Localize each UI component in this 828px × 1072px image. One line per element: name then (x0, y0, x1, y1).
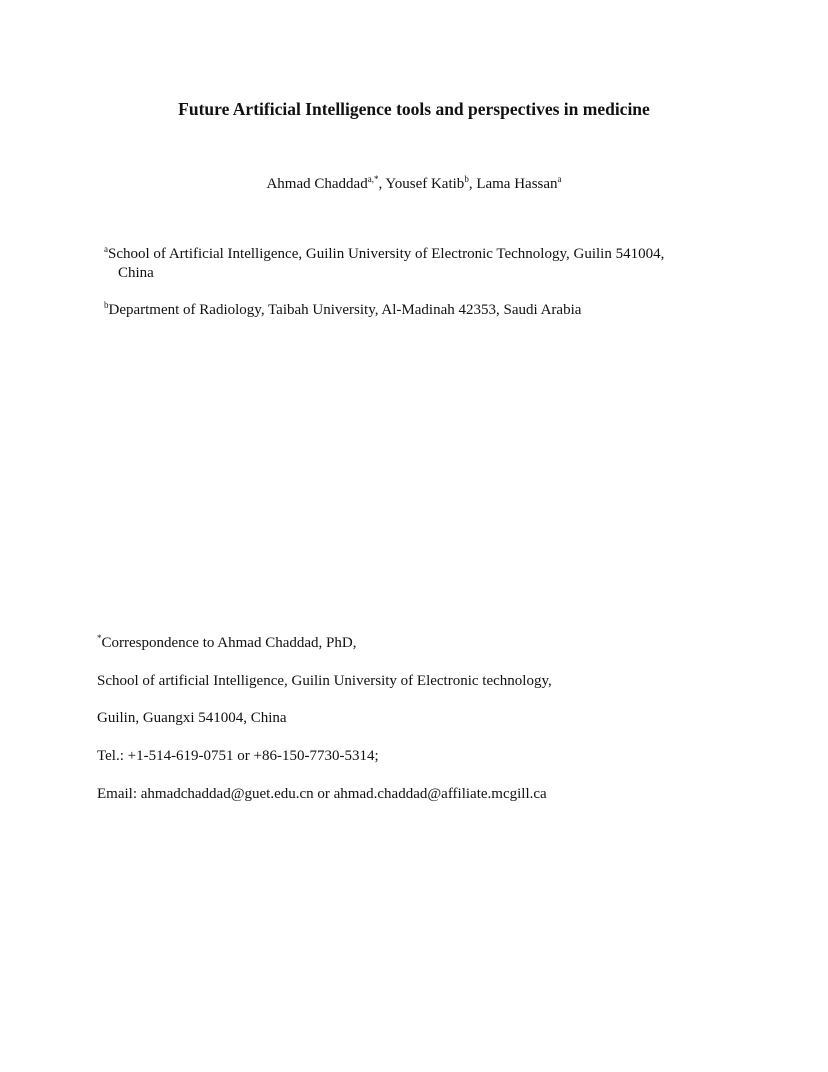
correspondence-address: Guilin, Guangxi 541004, China (97, 710, 287, 726)
affiliation-marker: a (104, 244, 108, 254)
affiliation-text: Department of Radiology, Taibah University, Al-Madinah 42353, Saudi Arabia (108, 302, 582, 318)
affiliation-marker: b (104, 300, 109, 310)
paper-title: Future Artificial Intelligence tools and perspectives in medicine (178, 99, 650, 119)
affiliation-b (104, 301, 581, 319)
correspondence-heading (97, 634, 356, 652)
author-name: Ahmad Chaddad (266, 176, 368, 192)
correspondence-institution: School of artificial Intelligence, Guilin University of Electronic technology, (97, 673, 552, 689)
author-list (0, 174, 828, 194)
author-affiliation-marker: a (557, 174, 562, 184)
author-name: Lama Hassan (476, 176, 558, 192)
author-separator: , (378, 176, 386, 192)
author-separator: , (468, 176, 477, 192)
correspondence-phone: Tel.: +1-514-619-0751 or +86-150-7730-5314; (97, 748, 379, 764)
affiliation-a-continuation: China (118, 265, 154, 281)
correspondence-email: Email: ahmadchaddad@guet.edu.cn or ahmad.chaddad@affiliate.mcgill.ca (97, 786, 547, 802)
correspondence-text: Correspondence to Ahmad Chaddad, PhD, (101, 635, 357, 651)
author-affiliation-marker: b (464, 174, 469, 184)
affiliation-a (104, 245, 664, 263)
author-affiliation-marker: a,* (367, 174, 379, 184)
author-name: Yousef Katib (385, 176, 465, 192)
affiliation-text: School of Artificial Intelligence, Guilin University of Electronic Technology, Guilin 541004, (108, 246, 665, 262)
correspondence-marker: * (97, 633, 102, 643)
